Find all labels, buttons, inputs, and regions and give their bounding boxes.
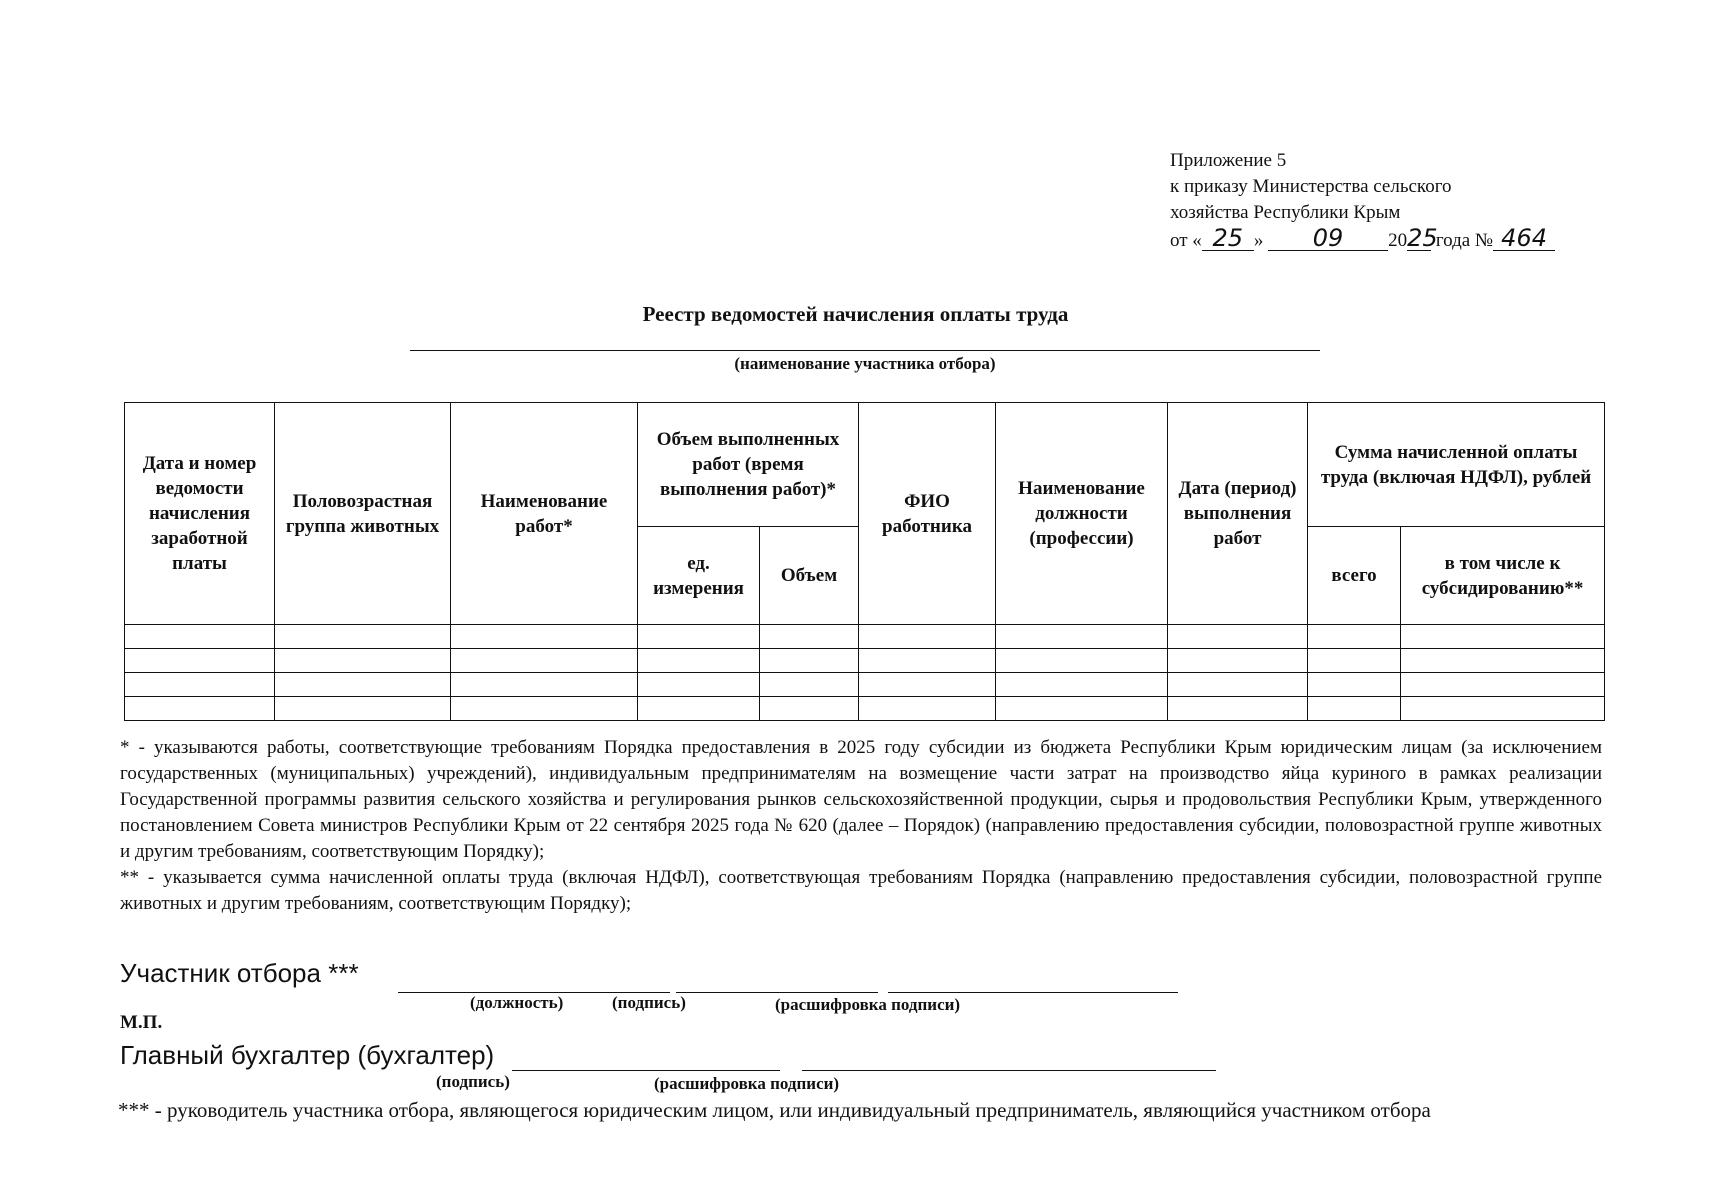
caption-position: (должность) <box>470 993 564 1012</box>
table-cell <box>859 625 996 649</box>
table-cell <box>125 673 275 697</box>
table-cell <box>1401 625 1605 649</box>
date-quote-close: » <box>1253 230 1264 251</box>
appendix-block <box>1170 148 1555 254</box>
table-cell <box>1401 649 1605 673</box>
footnotes <box>120 735 1602 917</box>
table-cell <box>125 649 275 673</box>
participant-name-caption: (наименование участника отбора) <box>734 354 996 373</box>
table-cell <box>1308 673 1401 697</box>
table-cell <box>125 625 275 649</box>
header-period: Дата (период) выполнения работ <box>1168 403 1308 625</box>
decode-line <box>888 992 1178 993</box>
header-age-group: Половозрастная группа животных <box>275 403 451 625</box>
table-cell <box>760 673 859 697</box>
date-prefix: от « <box>1170 230 1202 251</box>
header-total: всего <box>1308 527 1401 625</box>
accountant-decode-line <box>802 1070 1216 1071</box>
table-cell <box>1308 697 1401 721</box>
stamp-place: М.П. <box>120 1012 163 1033</box>
table-cell <box>125 697 275 721</box>
header-volume: Объем <box>760 527 859 625</box>
header-fio: ФИО работника <box>859 403 996 625</box>
header-work-name: Наименование работ* <box>451 403 638 625</box>
table-cell <box>451 673 638 697</box>
table-cell <box>996 649 1168 673</box>
document-title: Реестр ведомостей начисления оплаты труда <box>642 302 1069 326</box>
table-cell <box>760 697 859 721</box>
table-cell <box>275 649 451 673</box>
appendix-order-line: к приказу Министерства сельского <box>1170 176 1452 197</box>
table-row <box>125 697 1605 721</box>
header-position: Наименование должности (профессии) <box>996 403 1168 625</box>
accountant-label: Главный бухгалтер (бухгалтер) <box>120 1040 495 1070</box>
table-cell <box>859 649 996 673</box>
date-month: 09 <box>1268 226 1388 251</box>
table-cell <box>451 697 638 721</box>
table-cell <box>638 673 760 697</box>
table-cell <box>1168 625 1308 649</box>
table-cell <box>996 673 1168 697</box>
table-cell <box>451 649 638 673</box>
appendix-date-line <box>1170 226 1555 254</box>
table-cell <box>996 697 1168 721</box>
caption-signature: (подпись) <box>612 993 686 1012</box>
table-cell <box>859 673 996 697</box>
header-date-number: Дата и номер ведомости начисления заработной платы <box>125 403 275 625</box>
table-cell <box>1168 673 1308 697</box>
order-number: 464 <box>1493 226 1555 251</box>
table-cell <box>1168 649 1308 673</box>
table-cell <box>1401 673 1605 697</box>
table-cell <box>275 697 451 721</box>
date-year-prefix: 20 <box>1388 230 1408 251</box>
table-cell <box>275 673 451 697</box>
header-sum-group: Сумма начисленной оплаты труда (включая НДФЛ), рублей <box>1308 403 1605 527</box>
appendix-ministry-line: хозяйства Республики Крым <box>1170 202 1401 223</box>
table-row <box>125 673 1605 697</box>
table-cell <box>760 625 859 649</box>
header-unit: ед. измерения <box>638 527 760 625</box>
table-cell <box>760 649 859 673</box>
table-cell <box>859 697 996 721</box>
header-subsidy: в том числе к субсидированию** <box>1401 527 1605 625</box>
date-day: 25 <box>1202 226 1254 251</box>
header-volume-group: Объем выполненных работ (время выполнения работ)* <box>638 403 859 527</box>
table-cell <box>638 649 760 673</box>
appendix-title: Приложение 5 <box>1170 150 1287 171</box>
table-cell <box>1308 625 1401 649</box>
date-year-suffix: 25 <box>1407 224 1438 252</box>
table-cell <box>1168 697 1308 721</box>
participant-label: Участник отбора *** <box>120 958 359 988</box>
register-table <box>124 402 1605 721</box>
table-row <box>125 625 1605 649</box>
caption-decode-2: (расшифровка подписи) <box>654 1074 840 1093</box>
table-cell <box>1401 697 1605 721</box>
table-cell <box>1308 649 1401 673</box>
table-cell <box>451 625 638 649</box>
table-cell <box>638 625 760 649</box>
caption-signature-2: (подпись) <box>436 1072 510 1091</box>
signature-line <box>676 992 878 993</box>
footnote-3: *** - руководитель участника отбора, являющегося юридическим лицом, или индивидуальный предприниматель, являющийся участником отбора <box>118 1098 1431 1122</box>
footnote-2: ** - указывается сумма начисленной оплаты труда (включая НДФЛ), соответствующая требованиям Порядка (направлению предоставления субсидии, половозрастной группе животных и другим требованиям, соответствующим Порядку); <box>120 867 1602 914</box>
participant-name-line <box>410 350 1320 351</box>
table-cell <box>638 697 760 721</box>
header-row-1 <box>125 403 1605 527</box>
footnote-1: * - указываются работы, соответствующие требованиям Порядка предоставления в 2025 году субсидии из бюджета Республики Крым юридическим лицам (за исключением государственных (муниципальных) учреждений), индивидуальным предпринимателям на возмещение части затрат на производство яйца куриного в рамках реализации Государственной программы развития сельского хозяйства и регулирования рынков сельскохозяйственной продукции, сырья и продовольствия Республики Крым, утвержденного постановлением Совета министров Республики Крым от 22 сентября 2025 года № 620 (далее – Порядок) (направлению предоставления субсидии, половозрастной группе животных и другим требованиям, соответствующим Порядку); <box>120 737 1602 862</box>
caption-decode: (расшифровка подписи) <box>775 995 961 1014</box>
accountant-signature-line <box>512 1070 780 1071</box>
table-cell <box>996 625 1168 649</box>
table-row <box>125 649 1605 673</box>
date-year-word: года № <box>1435 230 1494 251</box>
table-cell <box>275 625 451 649</box>
